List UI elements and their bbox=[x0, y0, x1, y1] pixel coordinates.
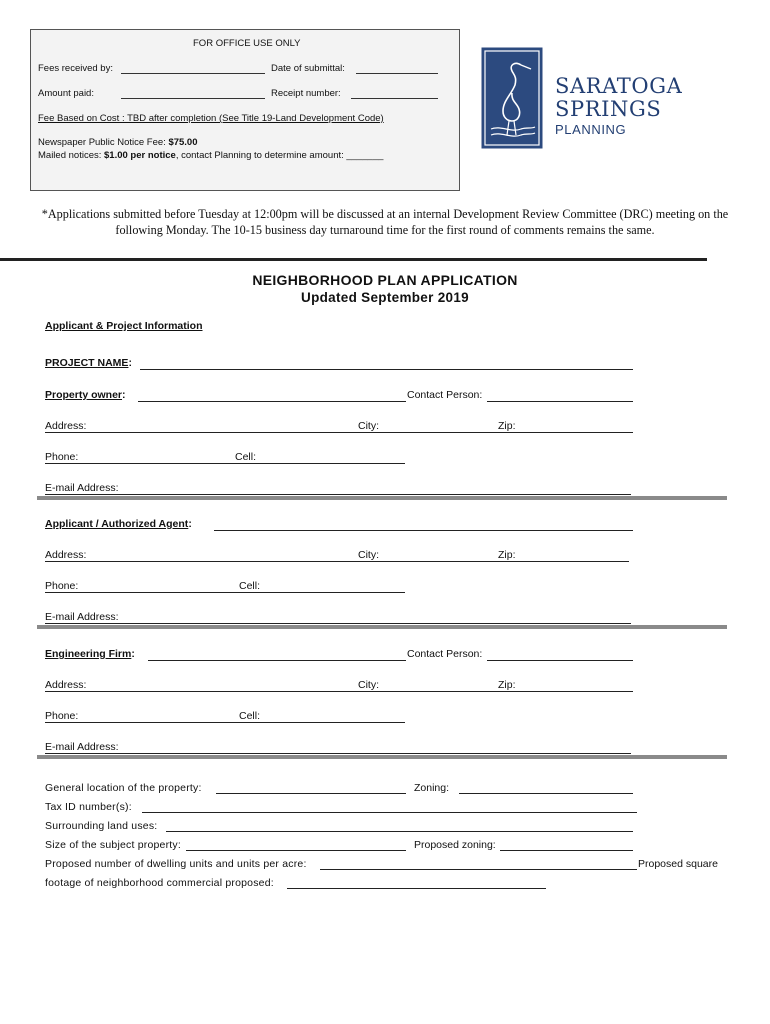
owner-zip-label: Zip: bbox=[498, 420, 516, 432]
agent-email-label: E-mail Address: bbox=[45, 611, 119, 623]
engineering-contact-person-label: Contact Person: bbox=[407, 648, 483, 660]
fees-received-label: Fees received by: bbox=[38, 63, 113, 74]
owner-address-label: Address: bbox=[45, 420, 87, 432]
tax-id-label: Tax ID number(s): bbox=[45, 801, 132, 813]
page-title: NEIGHBORHOOD PLAN APPLICATION bbox=[252, 272, 518, 288]
agent-zip-label: Zip: bbox=[498, 549, 516, 561]
agent-city-label: City: bbox=[358, 549, 379, 561]
owner-contact-person-label: Contact Person: bbox=[407, 389, 483, 401]
agent-phone-field[interactable] bbox=[45, 592, 239, 593]
zoning-label: Zoning: bbox=[414, 782, 450, 794]
owner-phone-label: Phone: bbox=[45, 451, 79, 463]
agent-zip-field[interactable] bbox=[498, 561, 629, 562]
engineering-email-field[interactable] bbox=[45, 753, 631, 754]
property-owner-label: Property owner: bbox=[45, 389, 126, 401]
owner-phone-field[interactable] bbox=[45, 463, 235, 464]
property-size-label: Size of the subject property: bbox=[45, 839, 181, 851]
commercial-footage-label: footage of neighborhood commercial proposed: bbox=[45, 877, 274, 889]
owner-cell-label: Cell: bbox=[235, 451, 257, 463]
zoning-field[interactable] bbox=[459, 793, 633, 794]
dwelling-units-field[interactable] bbox=[320, 869, 637, 870]
owner-city-field[interactable] bbox=[358, 432, 498, 433]
logo-springs: SPRINGS bbox=[555, 97, 662, 121]
engineering-phone-label: Phone: bbox=[45, 710, 79, 722]
section-divider bbox=[37, 496, 727, 500]
commercial-footage-field[interactable] bbox=[287, 888, 546, 889]
agent-address-field[interactable] bbox=[45, 561, 358, 562]
surrounding-land-uses-field[interactable] bbox=[166, 831, 633, 832]
mailed-notices-label: Mailed notices: bbox=[38, 150, 102, 161]
proposed-zoning-field[interactable] bbox=[500, 850, 633, 851]
engineering-phone-field[interactable] bbox=[45, 722, 239, 723]
engineering-contact-person-field[interactable] bbox=[487, 660, 633, 661]
engineering-city-field[interactable] bbox=[358, 691, 498, 692]
fee-based-note: Fee Based on Cost : TBD after completion (See Title 19-Land Development Code) bbox=[38, 113, 384, 124]
agent-cell-field[interactable] bbox=[239, 592, 405, 593]
engineering-city-label: City: bbox=[358, 679, 379, 691]
drc-notice: *Applications submitted before Tuesday at 12:00pm will be discussed at an internal Development Review Committee (DRC) meeting on the following Monday. The 10-15 business day turnaround time for the first round of comments remains the same. bbox=[41, 207, 729, 237]
surrounding-land-uses-label: Surrounding land uses: bbox=[45, 820, 158, 832]
property-owner-field[interactable] bbox=[138, 401, 406, 402]
office-use-header: FOR OFFICE USE ONLY bbox=[193, 38, 301, 49]
fees-received-field[interactable] bbox=[121, 73, 265, 74]
agent-email-field[interactable] bbox=[45, 623, 631, 624]
agent-city-field[interactable] bbox=[358, 561, 498, 562]
logo-planning: PLANNING bbox=[555, 122, 627, 137]
proposed-zoning-label: Proposed zoning: bbox=[414, 839, 496, 851]
agent-cell-label: Cell: bbox=[239, 580, 261, 592]
owner-cell-field[interactable] bbox=[235, 463, 405, 464]
owner-address-field[interactable] bbox=[45, 432, 358, 433]
amount-paid-field[interactable] bbox=[121, 98, 265, 99]
engineering-address-field[interactable] bbox=[45, 691, 358, 692]
page-subtitle: Updated September 2019 bbox=[301, 290, 469, 305]
newspaper-fee-line bbox=[38, 137, 198, 148]
dwelling-units-label: Proposed number of dwelling units and units per acre: bbox=[45, 858, 307, 870]
engineering-email-label: E-mail Address: bbox=[45, 741, 119, 753]
date-submittal-field[interactable] bbox=[356, 73, 438, 74]
section-authorized-agent: Applicant / Authorized Agent: bbox=[45, 518, 192, 530]
receipt-number-field[interactable] bbox=[351, 98, 438, 99]
section-divider bbox=[37, 755, 727, 759]
general-location-field[interactable] bbox=[216, 793, 406, 794]
office-use-box bbox=[30, 29, 460, 191]
project-name-label: PROJECT NAME: bbox=[45, 357, 132, 369]
general-location-label: General location of the property: bbox=[45, 782, 202, 794]
agent-name-field[interactable] bbox=[214, 530, 633, 531]
owner-email-field[interactable] bbox=[45, 494, 631, 495]
section-divider bbox=[37, 625, 727, 629]
engineering-zip-label: Zip: bbox=[498, 679, 516, 691]
engineering-zip-field[interactable] bbox=[498, 691, 633, 692]
proposed-square-label: Proposed square bbox=[638, 858, 718, 870]
engineering-address-label: Address: bbox=[45, 679, 87, 691]
section-applicant-project: Applicant & Project Information bbox=[45, 320, 203, 332]
owner-zip-field[interactable] bbox=[498, 432, 633, 433]
engineering-firm-field[interactable] bbox=[148, 660, 406, 661]
newspaper-fee-amount: $75.00 bbox=[168, 137, 198, 148]
agent-phone-label: Phone: bbox=[45, 580, 79, 592]
mailed-notices-rest: , contact Planning to determine amount: _______ bbox=[175, 150, 384, 161]
amount-paid-label: Amount paid: bbox=[38, 88, 94, 99]
tax-id-field[interactable] bbox=[142, 812, 637, 813]
receipt-number-label: Receipt number: bbox=[271, 88, 341, 99]
mailed-notices-line bbox=[38, 150, 383, 161]
heron-logo-icon bbox=[481, 47, 543, 149]
engineering-cell-field[interactable] bbox=[239, 722, 405, 723]
owner-email-label: E-mail Address: bbox=[45, 482, 119, 494]
owner-city-label: City: bbox=[358, 420, 379, 432]
date-submittal-label: Date of submittal: bbox=[271, 63, 345, 74]
engineering-cell-label: Cell: bbox=[239, 710, 261, 722]
top-divider bbox=[0, 258, 707, 261]
project-name-field[interactable] bbox=[140, 369, 633, 370]
owner-contact-person-field[interactable] bbox=[487, 401, 633, 402]
logo-saratoga: SARATOGA bbox=[555, 74, 683, 98]
agent-address-label: Address: bbox=[45, 549, 87, 561]
property-size-field[interactable] bbox=[186, 850, 406, 851]
newspaper-fee-label: Newspaper Public Notice Fee: bbox=[38, 137, 166, 148]
section-engineering-firm: Engineering Firm: bbox=[45, 648, 135, 660]
mailed-notices-fee: $1.00 per notice bbox=[104, 150, 176, 161]
